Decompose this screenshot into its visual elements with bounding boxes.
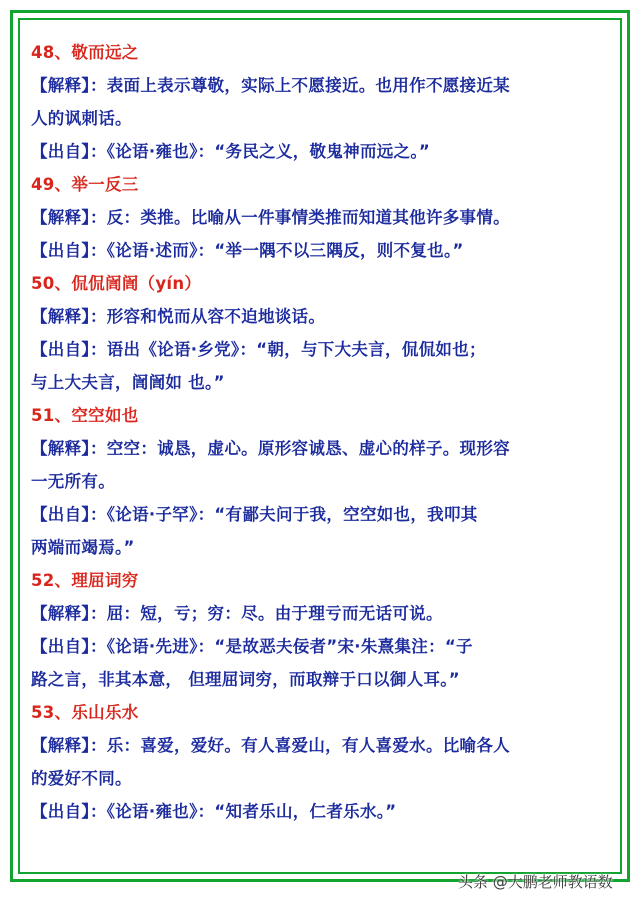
entry-title: 49、举一反三 [31,175,139,194]
idiom-entry-49 [31,168,605,267]
entry-source: 【出自】：《论语·子罕》：“有鄙夫问于我，空空如也，我叩其 [31,505,478,524]
entry-explanation: 【解释】：表面上表示尊敬，实际上不愿接近。也用作不愿接近某 [31,76,510,95]
entry-source: 两端而竭焉。” [31,538,135,557]
idiom-list [31,36,605,828]
idiom-entry-51 [31,399,605,564]
idiom-entry-52 [31,564,605,696]
entry-source: 【出自】：《论语·雍也》：“务民之义，敬鬼神而远之。” [31,142,431,161]
idiom-entry-50 [31,267,605,399]
entry-title: 48、敬而远之 [31,43,139,62]
entry-explanation: 的爱好不同。 [31,769,132,788]
entry-explanation: 【解释】：反：类推。比喻从一件事情类推而知道其他许多事情。 [31,208,510,227]
entry-title: 52、理屈词穷 [31,571,139,590]
entry-source: 【出自】：《论语·述而》：“举一隅不以三隅反，则不复也。” [31,241,464,260]
entry-title: 50、侃侃訚訚（yín） [31,274,202,293]
entry-explanation: 【解释】：形容和悦而从容不迫地谈话。 [31,307,326,326]
watermark: 头条 @大鹏老师教语数 [458,873,613,891]
entry-explanation: 【解释】：屈：短，亏；穷：尽。由于理亏而无话可说。 [31,604,443,623]
entry-explanation: 【解释】：空空：诚恳，虚心。原形容诚恳、虚心的样子。现形容 [31,439,510,458]
entry-source: 与上大夫言，訚訚如 也。” [31,373,225,392]
entry-source: 【出自】：语出《论语·乡党》：“朝，与下大夫言，侃侃如也； [31,340,486,359]
idiom-entry-48 [31,36,605,168]
idiom-entry-53 [31,696,605,828]
entry-explanation: 【解释】：乐：喜爱，爱好。有人喜爱山，有人喜爱水。比喻各人 [31,736,510,755]
entry-source: 路之言，非其本意， 但理屈词穷，而取辩于口以御人耳。” [31,670,460,689]
entry-source: 【出自】：《论语·雍也》：“知者乐山，仁者乐水。” [31,802,397,821]
entry-explanation: 人的讽刺话。 [31,109,132,128]
entry-title: 51、空空如也 [31,406,139,425]
entry-source: 【出自】：《论语·先进》：“是故恶夫佞者”宋·朱熹集注：“子 [31,637,473,656]
entry-explanation: 一无所有。 [31,472,115,491]
entry-title: 53、乐山乐水 [31,703,139,722]
